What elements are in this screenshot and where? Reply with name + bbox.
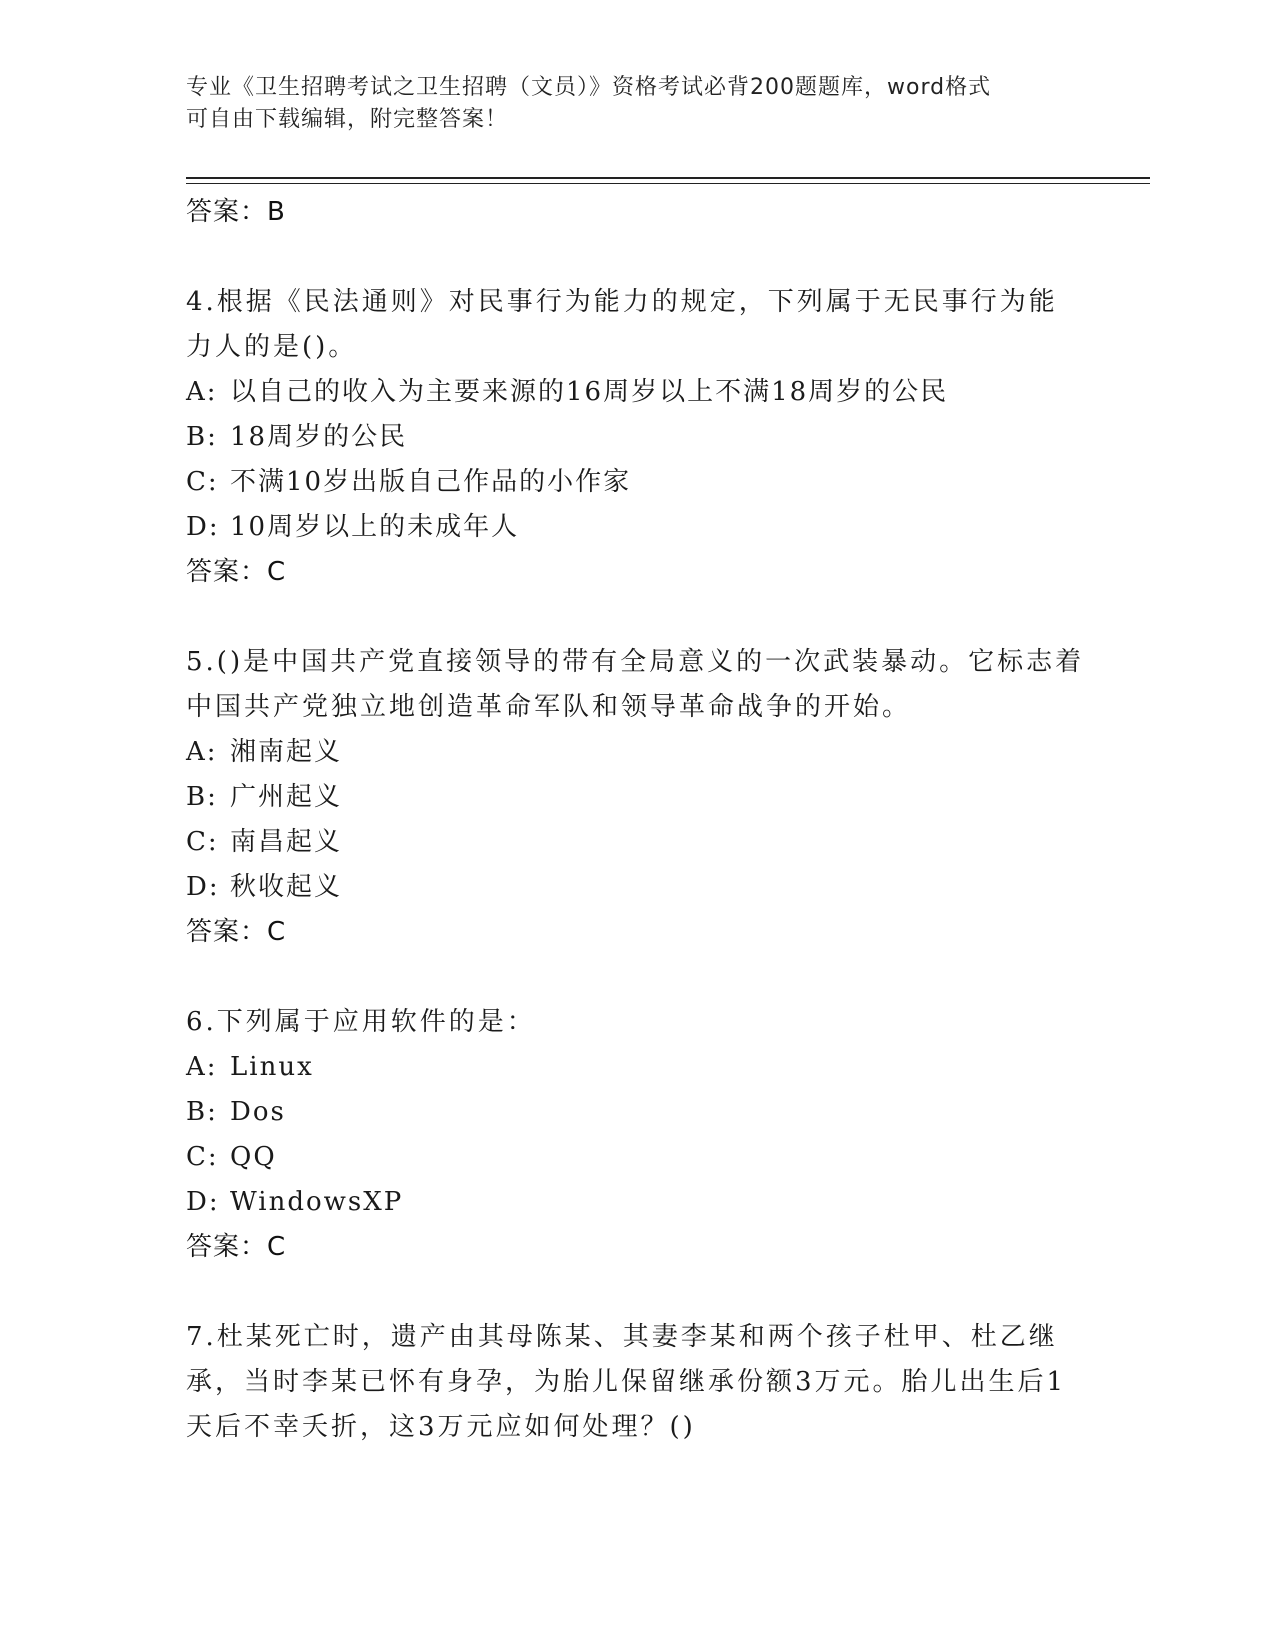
header-line-1: 专业《卫生招聘考试之卫生招聘（文员）》资格考试必背200题题库，word格式 bbox=[186, 75, 992, 100]
option-text: Dos bbox=[230, 1097, 286, 1127]
answer-prev: 答案：B bbox=[186, 197, 286, 227]
question-text: 7.杜某死亡时，遗产由其母陈某、其妻李某和两个孩子杜甲、杜乙继承，当时李某已怀有身孕，为胎儿保留继承份额3万元。胎儿出生后1天后不幸夭折，这3万元应如何处理？() bbox=[186, 1322, 1067, 1442]
answer: 答案：C bbox=[186, 1232, 287, 1262]
option-text: 湘南起义 bbox=[230, 737, 343, 767]
option-a bbox=[186, 1045, 1086, 1090]
question-4 bbox=[186, 280, 1086, 594]
option-text: 以自己的收入为主要来源的16周岁以上不满18周岁的公民 bbox=[230, 377, 949, 407]
option-letter: D: bbox=[186, 872, 220, 902]
question-text: 5.()是中国共产党直接领导的带有全局意义的一次武装暴动。它标志着中国共产党独立地创造革命军队和领导革命战争的开始。 bbox=[186, 647, 1085, 722]
option-d bbox=[186, 505, 1086, 550]
option-text: 不满10岁出版自己作品的小作家 bbox=[230, 467, 632, 497]
option-letter: B: bbox=[186, 782, 218, 812]
option-text: 10周岁以上的未成年人 bbox=[230, 512, 520, 542]
question-text: 4.根据《民法通则》对民事行为能力的规定，下列属于无民事行为能力人的是()。 bbox=[186, 287, 1058, 362]
header-divider-thick bbox=[186, 177, 1150, 179]
question-text: 6.下列属于应用软件的是： bbox=[186, 1007, 536, 1037]
option-d bbox=[186, 865, 1086, 910]
option-d bbox=[186, 1180, 1086, 1225]
option-letter: D: bbox=[186, 1187, 220, 1217]
question-7 bbox=[186, 1315, 1086, 1450]
question-6 bbox=[186, 1000, 1086, 1269]
option-b bbox=[186, 1090, 1086, 1135]
header-line-2: 可自由下载编辑，附完整答案！ bbox=[186, 107, 509, 132]
question-list bbox=[186, 190, 1086, 1450]
option-letter: A: bbox=[186, 377, 218, 407]
option-text: 南昌起义 bbox=[230, 827, 343, 857]
option-letter: D: bbox=[186, 512, 220, 542]
option-b bbox=[186, 415, 1086, 460]
question-5 bbox=[186, 640, 1086, 954]
option-letter: A: bbox=[186, 1052, 218, 1082]
option-letter: C: bbox=[186, 1142, 219, 1172]
header-divider-thin bbox=[186, 183, 1150, 184]
option-text: Linux bbox=[230, 1052, 314, 1082]
answer: 答案：C bbox=[186, 557, 287, 587]
option-text: WindowsXP bbox=[230, 1187, 404, 1217]
document-header bbox=[186, 72, 1066, 136]
option-a bbox=[186, 370, 1086, 415]
option-a bbox=[186, 730, 1086, 775]
answer: 答案：C bbox=[186, 917, 287, 947]
option-letter: C: bbox=[186, 827, 219, 857]
option-text: 18周岁的公民 bbox=[230, 422, 408, 452]
option-letter: C: bbox=[186, 467, 219, 497]
option-letter: B: bbox=[186, 422, 218, 452]
option-letter: A: bbox=[186, 737, 218, 767]
option-b bbox=[186, 775, 1086, 820]
option-letter: B: bbox=[186, 1097, 218, 1127]
option-c bbox=[186, 1135, 1086, 1180]
option-c bbox=[186, 460, 1086, 505]
option-text: 广州起义 bbox=[230, 782, 343, 812]
option-text: QQ bbox=[230, 1142, 277, 1172]
option-text: 秋收起义 bbox=[230, 872, 343, 902]
option-c bbox=[186, 820, 1086, 865]
